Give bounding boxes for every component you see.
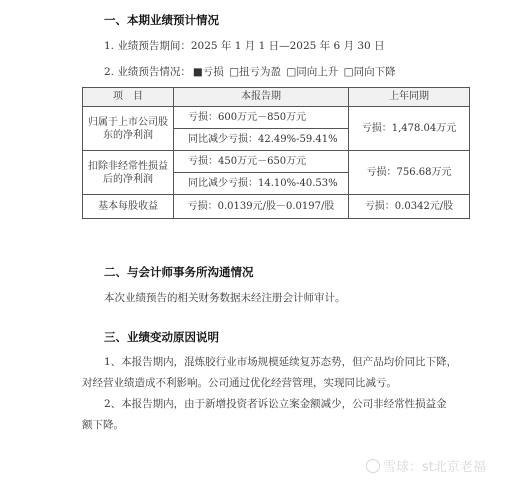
table-row	[83, 107, 470, 129]
watermark-text: 雪球：st北京老福	[383, 460, 486, 475]
table-row	[83, 195, 470, 219]
option-decrease: □同向下降	[343, 66, 396, 78]
row-previous: 亏损：756.68万元	[349, 151, 470, 195]
option-loss: ■亏损	[192, 66, 224, 78]
row-label: 归属于上市公司股东的净利润	[83, 107, 174, 151]
snowball-logo-icon	[366, 459, 380, 473]
table-header-row	[83, 88, 470, 107]
reason-2-line-1: 2、本报告期内，由于新增投资者诉讼立案金额减少，公司非经常性损益金	[104, 398, 447, 410]
header-prior-period: 上年同期	[349, 88, 470, 107]
forecast-period: 1. 业绩预告期间：2025 年 1 月 1 日—2025 年 6 月 30 日	[104, 40, 385, 52]
table-row	[83, 151, 470, 173]
forecast-situation	[104, 64, 398, 79]
reason-1-line-1: 1、本报告期内，混炼胶行业市场规模延续复苏态势，但产品均价同比下降，	[104, 356, 458, 368]
row-current-change: 同比减少亏损：14.10%-40.53%	[174, 173, 349, 195]
header-item: 项 目	[83, 88, 174, 107]
row-current-range: 亏损：0.0139元/股－0.0197/股	[174, 195, 349, 219]
section-2-body: 本次业绩预告的相关财务数据未经注册会计师审计。	[104, 292, 346, 304]
row-label: 基本每股收益	[83, 195, 174, 219]
section-2-title: 二、与会计师事务所沟通情况	[104, 265, 254, 279]
section-3-title: 三、业绩变动原因说明	[104, 330, 219, 344]
row-current-range: 亏损：450万元－650万元	[174, 151, 349, 173]
row-current-range: 亏损：600万元－850万元	[174, 107, 349, 129]
row-current-change: 同比减少亏损：42.49%-59.41%	[174, 129, 349, 151]
reason-2-line-2: 额下降。	[82, 419, 124, 431]
option-turnaround: □扭亏为盈	[229, 66, 282, 78]
row-label: 扣除非经常性损益后的净利润	[83, 151, 174, 195]
option-increase: □同向上升	[286, 66, 339, 78]
watermark	[366, 456, 486, 475]
row-previous: 亏损：0.0342元/股	[349, 195, 470, 219]
reason-1-line-2: 对经营业绩造成不利影响。公司通过优化经营管理，实现同比减亏。	[82, 377, 397, 389]
row-previous: 亏损：1,478.04万元	[349, 107, 470, 151]
header-current-period: 本报告期	[174, 88, 349, 107]
section-1-title: 一、本期业绩预计情况	[104, 13, 219, 27]
forecast-table	[82, 87, 470, 219]
situation-prefix: 2. 业绩预告情况：	[104, 66, 191, 78]
